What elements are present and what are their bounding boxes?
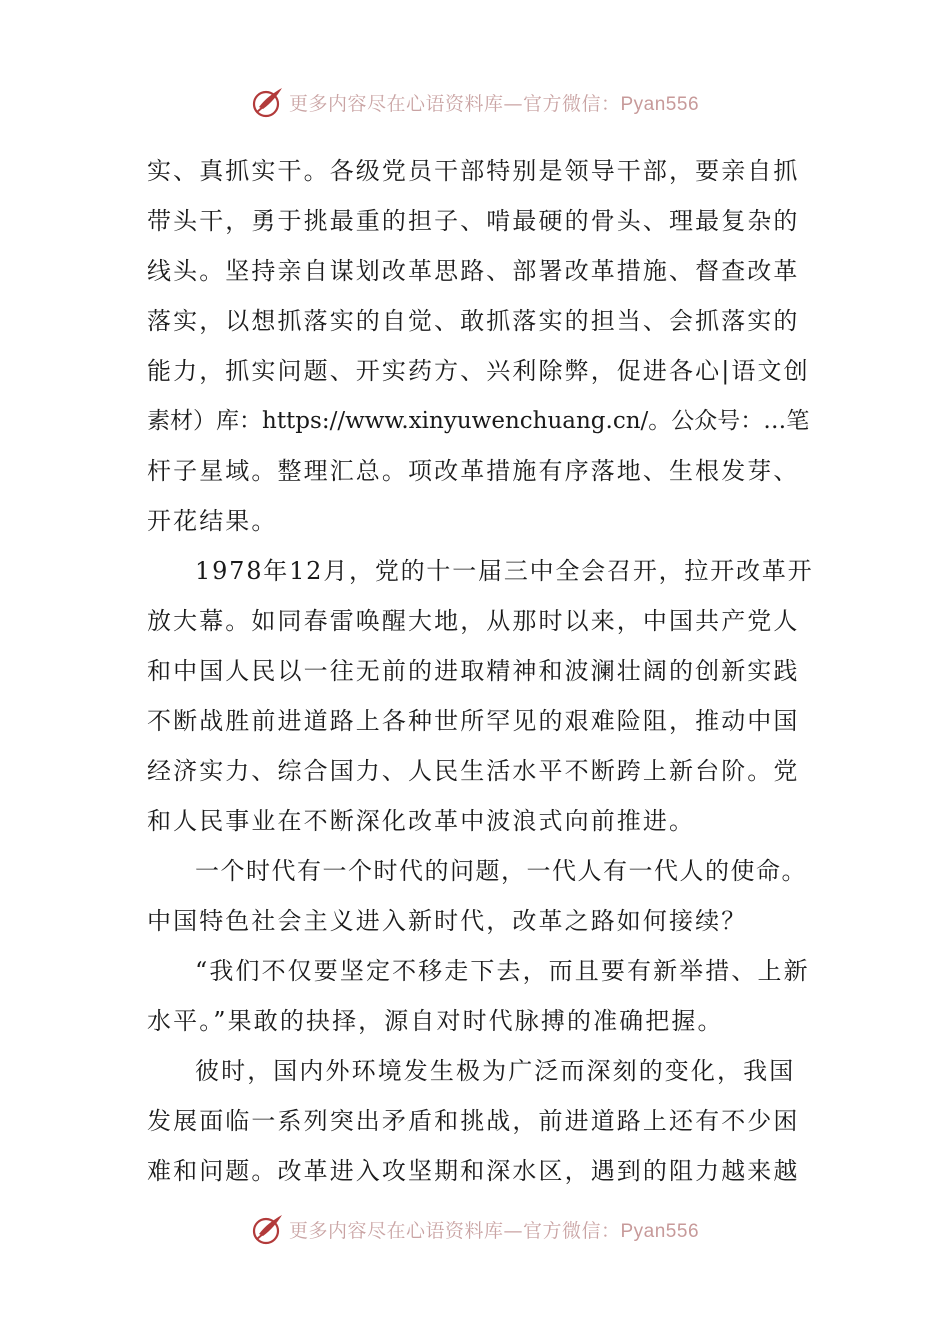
text-line: 放大幕。如同春雷唤醒大地，从那时以来，中国共产党人: [147, 607, 800, 635]
paragraph-2: [147, 546, 812, 846]
header-watermark: [0, 82, 950, 122]
text-line: 一个时代有一个时代的问题，一代人有一代人的使命。: [195, 857, 807, 885]
text-line: “我们不仅要坚定不移走下去，而且要有新举措、上新: [195, 957, 810, 985]
watermark-wechat-id: Pyan556: [620, 93, 700, 115]
text-line: 1978年12月，党的十一届三中全会召开，拉开改革开: [195, 557, 814, 585]
watermark-text: [289, 89, 699, 116]
text-line: 素材）库：https://www.xinyuwenchuang.cn/。公众号：…笔: [147, 408, 810, 434]
paragraph-4: [147, 946, 812, 1046]
text-line: 和人民事业在不断深化改革中波浪式向前推进。: [147, 807, 696, 835]
footer-watermark: [0, 1209, 950, 1249]
watermark-label: 更多内容尽在心语资料库—官方微信：: [288, 92, 621, 115]
quill-logo-icon: [251, 1212, 285, 1246]
paragraph-3: [147, 846, 812, 946]
text-line: 水平。”果敢的抉择，源自对时代脉搏的准确把握。: [147, 1007, 724, 1035]
text-line: 带头干，勇于挑最重的担子、啃最硬的骨头、理最复杂的: [147, 207, 800, 235]
text-line: 经济实力、综合国力、人民生活水平不断跨上新台阶。党: [147, 757, 800, 785]
text-line: 线头。坚持亲自谋划改革思路、部署改革措施、督查改革: [147, 257, 800, 285]
paragraph-1: [147, 146, 812, 546]
text-line: 开花结果。: [147, 507, 278, 535]
paragraph-5: [147, 1046, 812, 1196]
watermark-label: 更多内容尽在心语资料库—官方微信：: [288, 1219, 621, 1242]
text-line: 不断战胜前进道路上各种世所罕见的艰难险阻，推动中国: [147, 707, 800, 735]
text-line: 发展面临一系列突出矛盾和挑战，前进道路上还有不少困: [147, 1107, 800, 1135]
document-body: [147, 146, 812, 1196]
text-line: 彼时，国内外环境发生极为广泛而深刻的变化，我国: [195, 1057, 796, 1085]
watermark-text: [289, 1216, 699, 1243]
text-line: 落实，以想抓落实的自觉、敢抓落实的担当、会抓落实的: [147, 307, 800, 335]
text-line: 实、真抓实干。各级党员干部特别是领导干部，要亲自抓: [147, 157, 800, 185]
text-line: 能力，抓实问题、开实药方、兴利除弊，促进各心|语文创: [147, 357, 810, 385]
text-line: 难和问题。改革进入攻坚期和深水区，遇到的阻力越来越: [147, 1157, 800, 1185]
watermark-wechat-id: Pyan556: [620, 1220, 700, 1242]
text-line: 中国特色社会主义进入新时代，改革之路如何接续？: [147, 907, 748, 935]
text-line: 和中国人民以一往无前的进取精神和波澜壮阔的创新实践: [147, 657, 800, 685]
quill-logo-icon: [251, 85, 285, 119]
text-line: 杆子星域。整理汇总。项改革措施有序落地、生根发芽、: [147, 457, 800, 485]
